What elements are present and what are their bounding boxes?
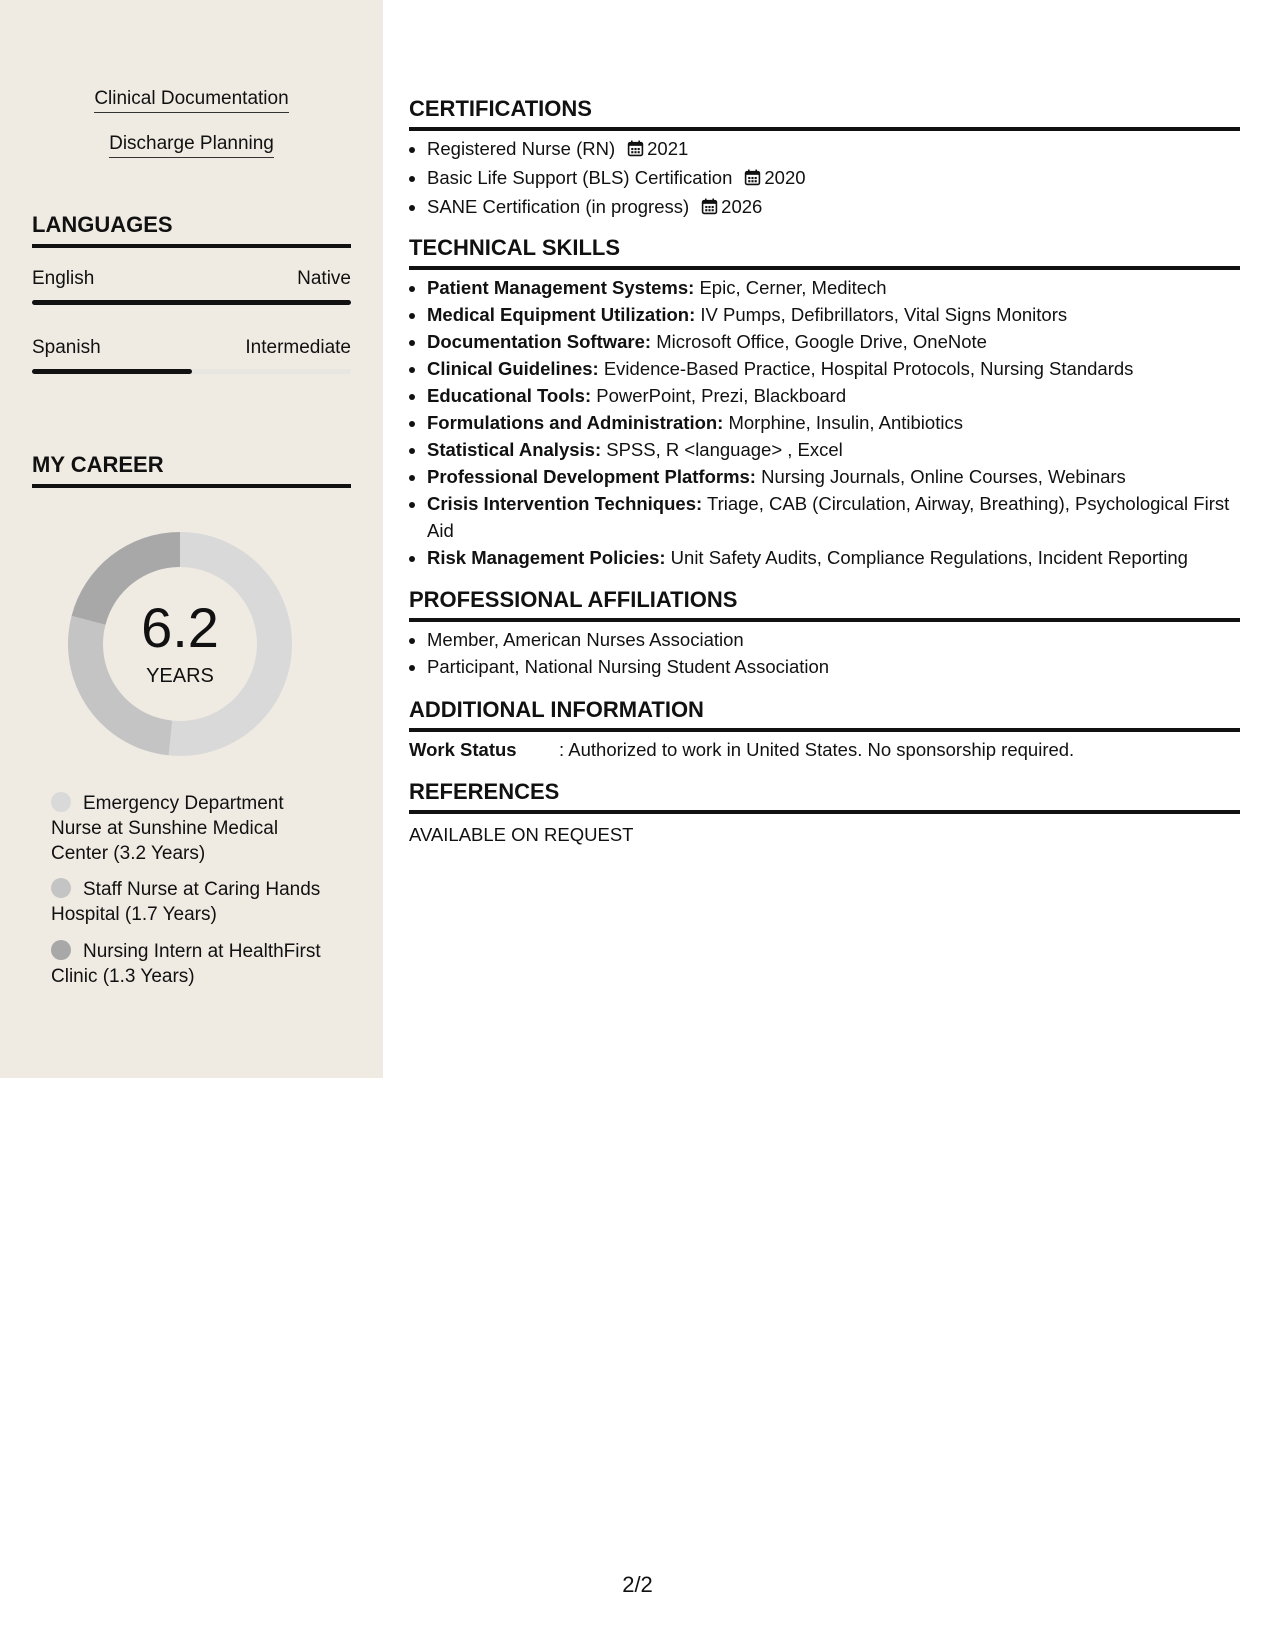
skill-item	[427, 301, 1258, 328]
certification-item	[427, 164, 1258, 193]
language-row-english	[32, 268, 351, 290]
skill-details: Epic, Cerner, Meditech	[694, 277, 887, 298]
skill-details: PowerPoint, Prezi, Blackboard	[591, 385, 847, 406]
affiliation-item: • Member, American Nurses Association	[427, 626, 1258, 653]
calendar-icon	[744, 166, 761, 193]
certification-name: SANE Certification (in progress)	[427, 196, 690, 217]
skill-item	[427, 490, 1258, 544]
skill-category: Documentation Software:	[427, 331, 652, 352]
language-name: English	[32, 268, 95, 289]
certification-name: Registered Nurse (RN)	[427, 138, 616, 159]
skill-category: Risk Management Policies:	[427, 547, 666, 568]
technical-skills-list	[409, 274, 1258, 571]
skill-item	[427, 328, 1258, 355]
skill-details: SPSS, R <language> , Excel	[601, 439, 843, 460]
career-heading: MY CAREER	[32, 452, 351, 488]
skill-category: Educational Tools:	[427, 385, 592, 406]
sidebar	[0, 0, 383, 1078]
career-total-unit: YEARS	[146, 665, 214, 687]
certification-name: Basic Life Support (BLS) Certification	[427, 167, 733, 188]
skill-item	[427, 436, 1258, 463]
skill-category: Crisis Intervention Techniques:	[427, 493, 703, 514]
career-item-label: Emergency Department Nurse at Sunshine Medical Center (3.2 Years)	[51, 793, 284, 864]
language-name: Spanish	[32, 337, 101, 358]
skill-item	[427, 355, 1258, 382]
calendar-icon	[627, 137, 644, 164]
skill-details: Triage, CAB (Circulation, Airway, Breathing), Psychological First Aid	[427, 493, 1230, 541]
additional-info-heading: ADDITIONAL INFORMATION	[409, 697, 1240, 732]
work-status-row	[409, 739, 1240, 761]
skill-link-discharge-planning[interactable]: Discharge Planning	[0, 133, 383, 155]
affiliations-list	[409, 626, 1258, 680]
certification-year: 2026	[721, 196, 763, 217]
references-heading: REFERENCES	[409, 779, 1240, 814]
skill-category: Medical Equipment Utilization:	[427, 304, 696, 325]
career-legend-dot	[51, 792, 71, 812]
calendar-icon	[701, 195, 718, 222]
work-status-value: : Authorized to work in United States. No sponsorship required.	[559, 739, 1075, 760]
career-item-label: Nursing Intern at HealthFirst Clinic (1.3 Years)	[51, 941, 321, 987]
certifications-list	[409, 135, 1258, 222]
skill-item	[427, 544, 1258, 571]
career-total-years: 6.2	[141, 596, 219, 659]
language-bar-english	[32, 300, 351, 305]
affiliation-item: • Participant, National Nursing Student Association	[427, 653, 1258, 680]
certification-year: 2021	[647, 138, 689, 159]
skill-item	[427, 409, 1258, 436]
career-legend-dot	[51, 940, 71, 960]
skill-link-clinical-documentation[interactable]: Clinical Documentation	[0, 88, 383, 110]
skill-details: Unit Safety Audits, Compliance Regulations, Incident Reporting	[665, 547, 1188, 568]
career-item	[51, 791, 321, 866]
certification-item	[427, 193, 1258, 222]
skill-details: IV Pumps, Defibrillators, Vital Signs Monitors	[695, 304, 1068, 325]
language-level: Native	[297, 268, 351, 289]
language-level: Intermediate	[245, 337, 351, 358]
skill-details: Microsoft Office, Google Drive, OneNote	[651, 331, 987, 352]
skill-category: Clinical Guidelines:	[427, 358, 599, 379]
career-item	[51, 877, 321, 927]
skill-details: Morphine, Insulin, Antibiotics	[723, 412, 963, 433]
page-number: 2/2	[622, 1572, 653, 1597]
skill-item	[427, 274, 1258, 301]
skill-item	[427, 463, 1258, 490]
references-text: AVAILABLE ON REQUEST	[409, 824, 634, 845]
work-status-label: Work Status	[409, 739, 517, 760]
certification-item	[427, 135, 1258, 164]
certifications-heading: CERTIFICATIONS	[409, 96, 1240, 131]
technical-skills-heading: TECHNICAL SKILLS	[409, 235, 1240, 270]
skill-item	[427, 382, 1258, 409]
languages-heading: LANGUAGES	[32, 212, 351, 248]
affiliations-heading: PROFESSIONAL AFFILIATIONS	[409, 587, 1240, 622]
language-bar-fill	[32, 369, 192, 374]
skill-category: Formulations and Administration:	[427, 412, 724, 433]
skill-category: Professional Development Platforms:	[427, 466, 756, 487]
career-item-label: Staff Nurse at Caring Hands Hospital (1.7 Years)	[51, 879, 321, 925]
career-legend-dot	[51, 878, 71, 898]
language-bar-spanish	[32, 369, 351, 374]
language-row-spanish	[32, 337, 351, 359]
skill-details: Evidence-Based Practice, Hospital Protocols, Nursing Standards	[598, 358, 1134, 379]
skill-category: Statistical Analysis:	[427, 439, 602, 460]
skill-details: Nursing Journals, Online Courses, Webinars	[755, 466, 1126, 487]
certification-year: 2020	[764, 167, 806, 188]
skill-category: Patient Management Systems:	[427, 277, 695, 298]
language-bar-fill	[32, 300, 351, 305]
career-item	[51, 939, 321, 989]
